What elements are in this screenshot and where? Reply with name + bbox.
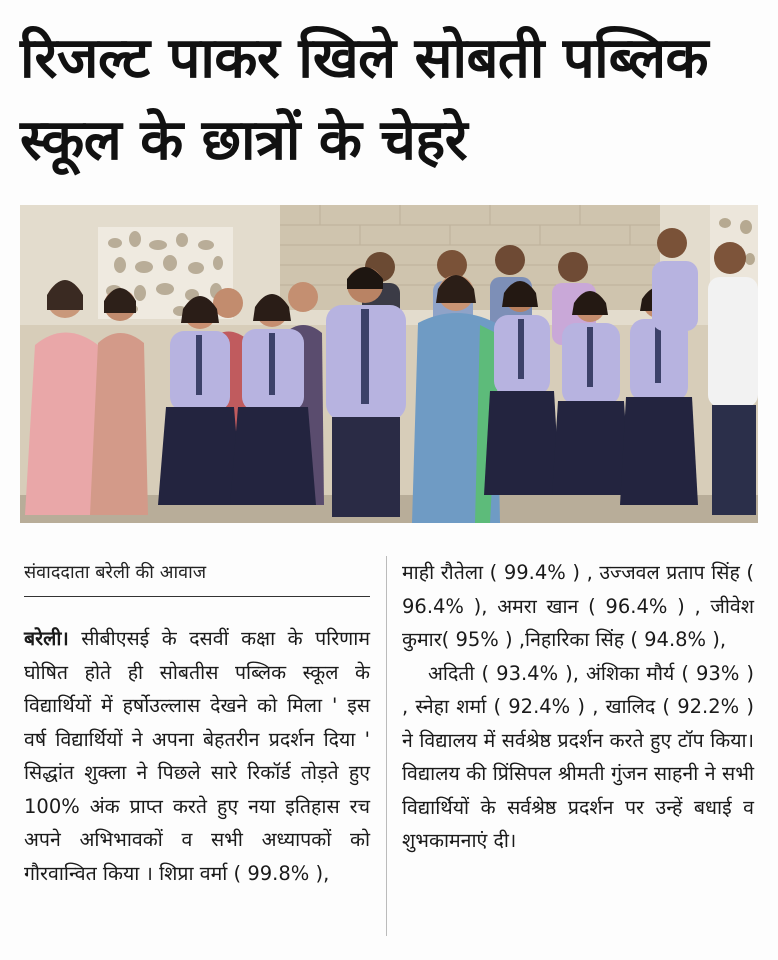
article-column-left: [24, 622, 370, 890]
group-photo-illustration: [20, 205, 758, 523]
article-paragraph-2: माही रौतेला ( 99.4% ) , उज्जवल प्रताप सिंह ( 96.4% ), अमरा खान ( 96.4% ) , जीवेश कुमार( 95% ) ,निहारिका सिंह ( 94.8% ),: [402, 561, 754, 651]
byline: संवाददाता बरेली की आवाज: [24, 562, 207, 583]
byline-divider: [24, 596, 370, 597]
headline: [20, 18, 760, 182]
article-paragraph-1-text: सीबीएसई के दसवीं कक्षा के परिणाम घोषित होते ही सोबतीस पब्लिक स्कूल के विद्यार्थियों में हर्षोउल्लास देखने को मिला ' इस वर्ष विद्यार्थियों ने अपना बेहतरीन प्रदर्शन दिया ' सिद्धांत शुक्ला ने पिछले सारे रिकॉर्ड तोड़ते हुए 100% अंक प्राप्त करते हुए नया इतिहास रच अपने अभिभावकों व सभी अध्यापकों को गौरवान्वित किया । शिप्रा वर्मा ( 99.8% ),: [24, 627, 370, 885]
headline-line-2: स्कूल के छात्रों के चेहरे: [20, 108, 468, 173]
group-photo: [20, 205, 758, 523]
column-divider: [386, 556, 387, 936]
headline-line-1: रिजल्ट पाकर खिले सोबती पब्लिक: [20, 26, 709, 91]
article-paragraph-1: [24, 622, 370, 890]
dateline: बरेली।: [24, 627, 69, 650]
article-column-right: [402, 556, 754, 858]
article-paragraph-3: अदिती ( 93.4% ), अंशिका मौर्य ( 93% ) , स्नेहा शर्मा ( 92.4% ) , खालिद ( 92.2% ) ने विद्यालय में सर्वश्रेष्ठ प्रदर्शन करते हुए टॉप किया। विद्यालय की प्रिंसिपल श्रीमती गुंजन साहनी ने सभी विद्यार्थियों के सर्वश्रेष्ठ प्रदर्शन पर उन्हें बधाई व शुभकामनाएं दी।: [402, 661, 754, 852]
